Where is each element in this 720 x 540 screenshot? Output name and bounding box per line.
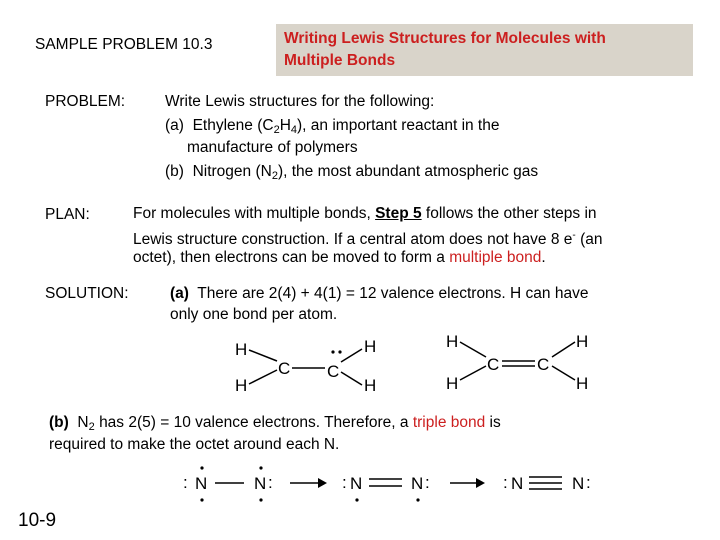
- atom-h: H: [576, 332, 589, 351]
- electron-dot: [200, 498, 203, 501]
- problem-a-sub1: 2: [273, 124, 280, 136]
- lone-pair: :: [342, 473, 347, 492]
- problem-a-line2: manufacture of polymers: [187, 139, 358, 156]
- atom-n: N: [195, 474, 208, 493]
- plan-l2sup: -: [572, 230, 576, 241]
- sample-problem-label: SAMPLE PROBLEM 10.3: [35, 36, 213, 53]
- electron-dot: [355, 498, 358, 501]
- ethylene-step1: [235, 337, 376, 395]
- electron-dot: [200, 466, 203, 469]
- atom-h: H: [235, 376, 248, 395]
- plan-l1a: For molecules with multiple bonds,: [133, 205, 371, 222]
- title-line-2: Multiple Bonds: [284, 52, 396, 69]
- nitrogen-step3: [503, 473, 591, 493]
- atom-h: H: [364, 337, 377, 356]
- problem-b-text1: Nitrogen (N: [192, 163, 272, 180]
- problem-a-text2: H: [279, 117, 291, 134]
- electron-dot: [416, 498, 419, 501]
- bond-line: [249, 350, 277, 361]
- electron-dot: [331, 350, 334, 353]
- lone-pair: :: [586, 473, 591, 492]
- atom-n: N: [572, 474, 585, 493]
- atom-h: H: [364, 376, 377, 395]
- atom-n: N: [350, 474, 363, 493]
- problem-a-text1: Ethylene (C: [192, 117, 274, 134]
- problem-a-sub2: 4: [290, 124, 298, 136]
- solution-triple-bond: triple bond: [412, 414, 486, 431]
- atom-h: H: [446, 374, 459, 393]
- solution-b-text3: is: [489, 414, 501, 431]
- problem-b-sub: 2: [271, 170, 278, 182]
- plan-l1b: follows the other steps in: [425, 205, 597, 222]
- atom-c: C: [537, 355, 550, 374]
- lone-pair: :: [268, 473, 273, 492]
- bond-line: [341, 372, 362, 385]
- nitrogen-step2: [342, 473, 430, 502]
- atom-n: N: [254, 474, 267, 493]
- solution-label: SOLUTION:: [45, 285, 129, 302]
- plan-multiple-bond: multiple bond: [449, 249, 542, 266]
- lone-pair: :: [183, 473, 188, 492]
- bond-line: [552, 366, 575, 380]
- plan-l3b: .: [541, 249, 546, 266]
- problem-b-text2: ), the most abundant atmospheric gas: [277, 163, 539, 180]
- solution-b-text2: has 2(5) = 10 valence electrons. Therefore, a: [99, 414, 409, 431]
- arrow-head: [318, 478, 327, 488]
- atom-n: N: [511, 474, 524, 493]
- plan-l2a: Lewis structure construction. If a central atom does not have 8 e: [133, 231, 573, 249]
- bond-line: [460, 366, 486, 380]
- atom-h: H: [446, 332, 459, 351]
- lone-pair: :: [425, 473, 430, 492]
- solution-b-tag: (b): [49, 414, 69, 431]
- solution-a-line2: only one bond per atom.: [170, 306, 338, 323]
- ethylene-step2: [446, 332, 588, 393]
- solution-b-line2: required to make the octet around each N.: [49, 436, 340, 453]
- atom-c: C: [278, 359, 291, 378]
- atom-n: N: [411, 474, 424, 493]
- atom-c: C: [487, 355, 500, 374]
- solution-b-sub: 2: [88, 421, 95, 433]
- problem-label: PROBLEM:: [45, 93, 126, 110]
- plan-l2b: (an: [580, 231, 603, 249]
- plan-label: PLAN:: [45, 206, 90, 223]
- solution-a-tag: (a): [170, 285, 189, 302]
- plan-step5: Step 5: [375, 205, 422, 222]
- electron-dot: [338, 350, 341, 353]
- electron-dot: [259, 498, 262, 501]
- bond-line: [341, 349, 362, 362]
- title-line-1: Writing Lewis Structures for Molecules with: [284, 30, 606, 47]
- arrow-head: [476, 478, 485, 488]
- problem-a-tag: (a): [165, 117, 184, 134]
- solution-a-text: There are 2(4) + 4(1) = 12 valence electrons. H can have: [197, 285, 589, 302]
- atom-h: H: [576, 374, 589, 393]
- problem-a-text3: ), an important reactant in the: [297, 117, 500, 134]
- bond-line: [552, 342, 575, 357]
- electron-dot: [259, 466, 262, 469]
- page-number: 10-9: [18, 510, 57, 531]
- atom-c: C: [327, 362, 340, 381]
- atom-h: H: [235, 340, 248, 359]
- bond-line: [460, 342, 486, 357]
- lone-pair: :: [503, 473, 508, 492]
- solution-b-text1: N: [77, 414, 89, 431]
- plan-l3a: octet), then electrons can be moved to form a: [133, 249, 445, 266]
- problem-intro: Write Lewis structures for the following:: [165, 93, 435, 110]
- problem-b-tag: (b): [165, 163, 184, 180]
- nitrogen-step1: [183, 466, 273, 501]
- bond-line: [249, 370, 277, 384]
